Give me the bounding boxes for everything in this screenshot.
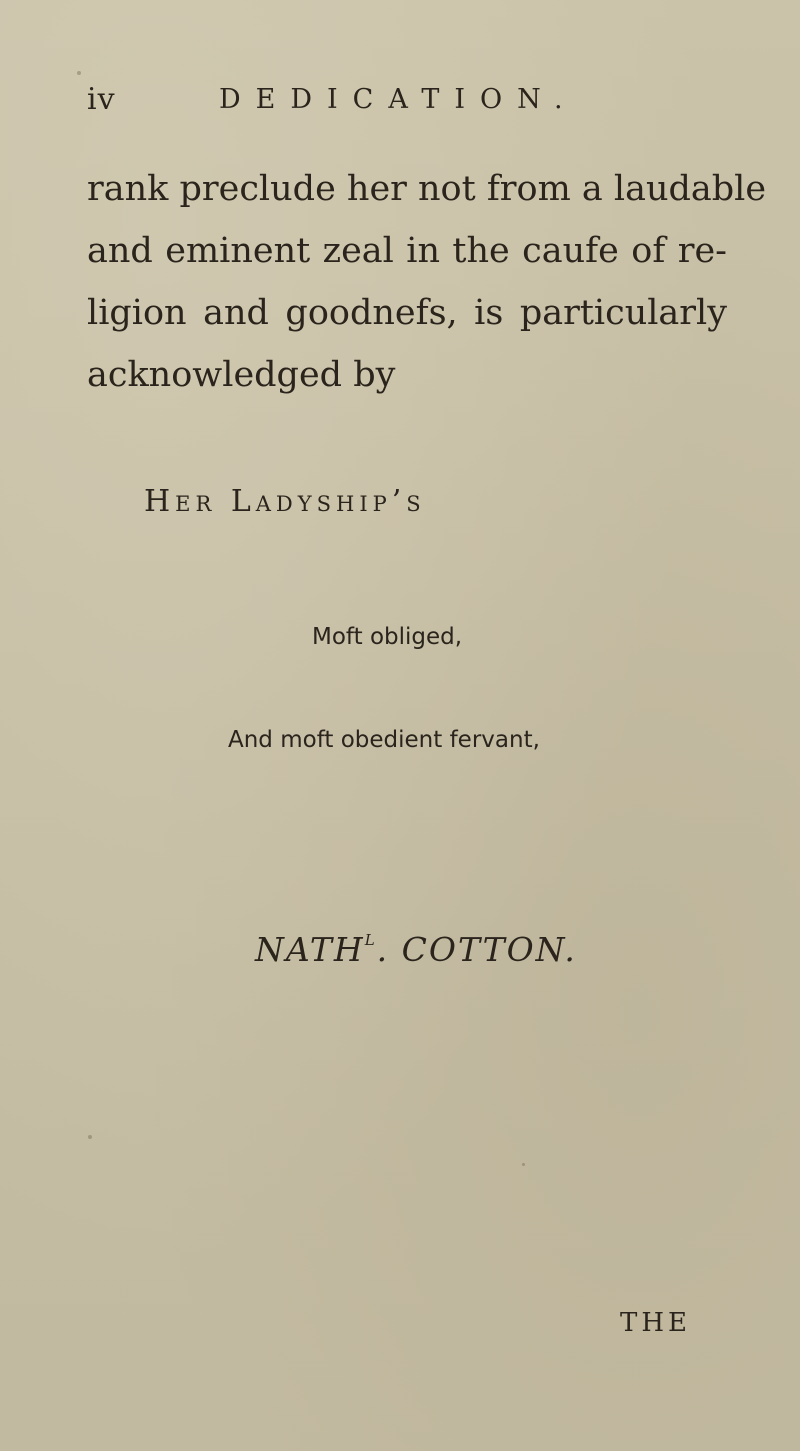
body-line: and eminent zeal in the caufe of re- bbox=[87, 231, 727, 271]
paper-speck bbox=[88, 1135, 92, 1139]
body-line: ligion and goodnefs, is particularly bbox=[87, 293, 727, 333]
signature bbox=[255, 930, 800, 969]
salutation: Her Ladyship’s bbox=[144, 484, 426, 519]
page-header bbox=[87, 78, 767, 122]
catchword: THE bbox=[620, 1308, 691, 1338]
signature-first-name: NATH bbox=[255, 930, 365, 969]
paper-speck bbox=[522, 1163, 525, 1166]
paper-speck bbox=[77, 71, 81, 75]
closing-obliged: Moft obliged, bbox=[312, 624, 463, 650]
closing-servant: And moft obedient fervant, bbox=[228, 727, 540, 753]
page-number: iv bbox=[87, 82, 116, 117]
body-line: rank preclude her not from a laudable bbox=[87, 169, 767, 209]
body-line: acknowledged by bbox=[87, 355, 396, 395]
body-paragraph bbox=[87, 158, 767, 406]
signature-superscript: L bbox=[364, 931, 377, 949]
running-head: DEDICATION. bbox=[219, 84, 578, 115]
signature-surname: . COTTON. bbox=[376, 930, 577, 969]
